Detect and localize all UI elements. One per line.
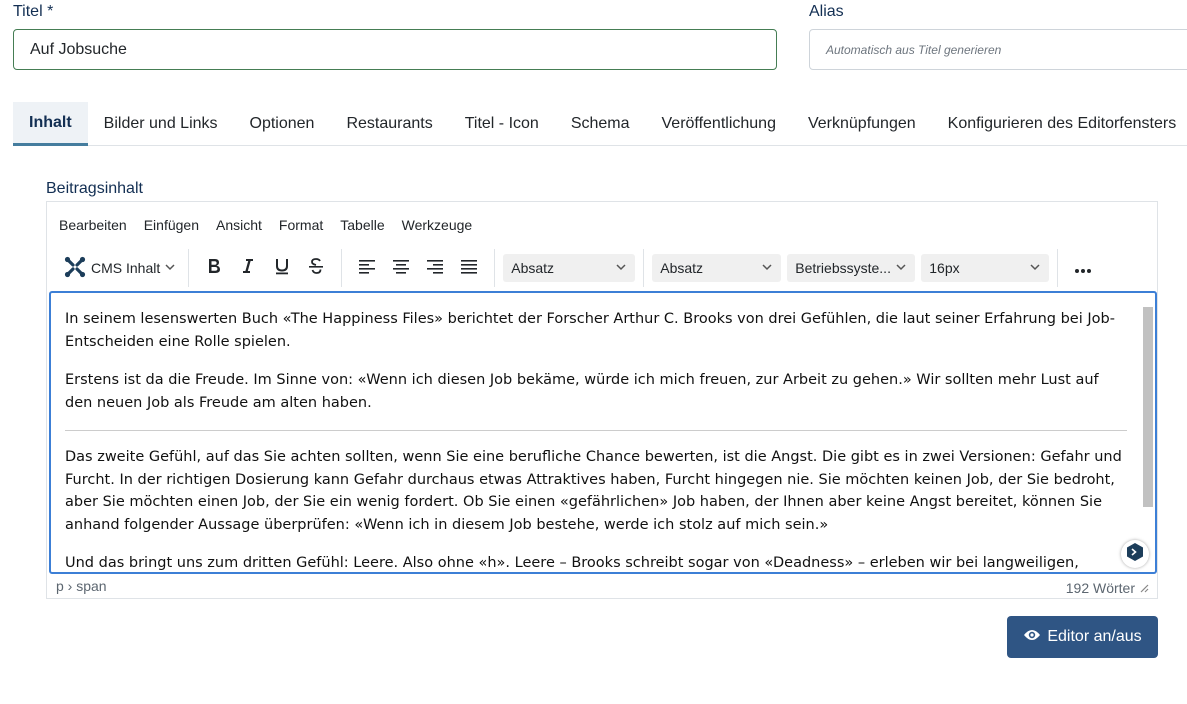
cms-content-button[interactable] (61, 252, 180, 284)
style-select[interactable] (652, 254, 781, 282)
horizontal-rule (65, 430, 1127, 431)
resize-handle-icon[interactable] (1139, 580, 1149, 596)
joomla-icon (63, 255, 87, 282)
toolbar-divider (341, 249, 342, 287)
menu-werkzeuge[interactable]: Werkzeuge (401, 217, 473, 233)
chevron-down-icon (1029, 260, 1041, 276)
editor-body (65, 308, 1127, 574)
tab-restaurants[interactable]: Restaurants (346, 114, 433, 132)
align-justify-button[interactable] (452, 252, 486, 284)
paragraph: Das zweite Gefühl, auf das Sie achten sollten, wenn Sie eine berufliche Chance bewerten, ist die Angst. Die gibt es in zwei Versionen: Gefahr und Furcht. In der richtigen Dosierung kann Gefahr durchaus etwas Attraktives haben, Furcht hingegen nie. Sie möchten keinen Job, der Sie bedroht, aber Sie möchten einen Job, der Sie ein wenig fordert. Ob Sie einen «gefährlichen» Job haben, der Ihnen aber keine Angst bereitet, können Sie anhand folgender Aussage überprüfen: «Wenn ich in diesem Job bestehe, werde ich stolz auf mich sein.» (65, 449, 1122, 533)
align-right-icon (426, 257, 444, 280)
toggle-editor-label: Editor an/aus (1047, 628, 1142, 645)
bold-icon (205, 257, 223, 280)
underline-button[interactable] (265, 252, 299, 284)
title-label: Titel * (13, 3, 54, 20)
menu-ansicht[interactable]: Ansicht (216, 217, 262, 233)
editor-toolbar (61, 252, 1100, 284)
tab-optionen[interactable]: Optionen (249, 114, 315, 132)
tab-titel-icon[interactable]: Titel - Icon (464, 114, 539, 132)
toggle-editor-button[interactable] (1007, 616, 1158, 658)
tab-bilder-und-links[interactable]: Bilder und Links (103, 114, 218, 132)
chevron-down-icon (761, 260, 773, 276)
code-chevron-icon (1125, 542, 1145, 567)
strikethrough-button[interactable] (299, 252, 333, 284)
paragraph: Erstens ist da die Freude. Im Sinne von: «Wenn ich diesen Job bekäme, würde ich mich freuen, zur Arbeit zu gehen.» Wir sollten mehr Lust auf den neuen Job als Freude am alten haben. (65, 372, 1099, 411)
ai-assistant-button[interactable] (1121, 540, 1149, 568)
menu-einfuegen[interactable]: Einfügen (143, 217, 199, 233)
toolbar-divider (188, 249, 189, 287)
align-left-icon (358, 257, 376, 280)
font-size-value: 16px (929, 260, 960, 276)
chevron-down-icon (895, 260, 907, 276)
paragraph: In seinem lesenswerten Buch «The Happiness Files» berichtet der Forscher Arthur C. Brooks von drei Gefühlen, die laut seiner Erfahrung bei Job-Entscheiden eine Rolle spielen. (65, 311, 1115, 350)
tab-bar (13, 102, 1187, 146)
more-tools-button[interactable] (1066, 252, 1100, 284)
toolbar-divider (1057, 249, 1058, 287)
alias-label: Alias (809, 3, 844, 20)
ellipsis-icon (1074, 258, 1092, 279)
menu-format[interactable]: Format (278, 217, 324, 233)
tab-schema[interactable]: Schema (570, 114, 630, 132)
tab-editorfenster[interactable]: Konfigurieren des Editorfensters (947, 114, 1177, 132)
cms-content-label: CMS Inhalt (91, 260, 161, 276)
eye-icon (1023, 628, 1041, 647)
word-count[interactable]: 192 Wörter (1065, 580, 1135, 596)
menu-bearbeiten[interactable]: Bearbeiten (59, 217, 127, 233)
paragraph: Und das bringt uns zum dritten Gefühl: Leere. Also ohne «h». Leere – Brooks schreibt sogar von «Deadness» – erleben wir bei langweiligen, (65, 555, 1079, 571)
align-left-button[interactable] (350, 252, 384, 284)
strikethrough-icon (307, 257, 325, 280)
bold-button[interactable] (197, 252, 231, 284)
block-format-select[interactable] (503, 254, 635, 282)
align-justify-icon (460, 257, 478, 280)
menu-tabelle[interactable]: Tabelle (340, 217, 385, 233)
toolbar-divider (643, 249, 644, 287)
align-right-button[interactable] (418, 252, 452, 284)
scrollbar[interactable] (1143, 307, 1153, 507)
font-family-select[interactable] (787, 254, 915, 282)
font-size-select[interactable] (921, 254, 1049, 282)
chevron-down-icon (615, 260, 627, 276)
align-center-icon (392, 257, 410, 280)
rich-text-editor (46, 201, 1158, 599)
editor-content-area[interactable] (49, 291, 1157, 574)
element-path[interactable]: p › span (56, 578, 107, 594)
align-center-button[interactable] (384, 252, 418, 284)
font-family-value: Betriebssyste... (795, 260, 891, 276)
title-input[interactable]: Auf Jobsuche (13, 29, 777, 70)
tab-veroeffentlichung[interactable]: Veröffentlichung (661, 114, 776, 132)
block-format-value: Absatz (511, 260, 555, 276)
underline-icon (273, 257, 291, 280)
tab-inhalt[interactable]: Inhalt (13, 102, 88, 146)
style-value: Absatz (660, 260, 704, 276)
editor-statusbar (47, 578, 1157, 598)
chevron-down-icon (164, 260, 176, 276)
content-label: Beitragsinhalt (46, 180, 143, 197)
toolbar-divider (494, 249, 495, 287)
alias-input[interactable]: Automatisch aus Titel generieren (809, 29, 1187, 70)
italic-icon (239, 257, 257, 280)
tab-verknuepfungen[interactable]: Verknüpfungen (807, 114, 916, 132)
editor-menubar (59, 217, 472, 233)
italic-button[interactable] (231, 252, 265, 284)
